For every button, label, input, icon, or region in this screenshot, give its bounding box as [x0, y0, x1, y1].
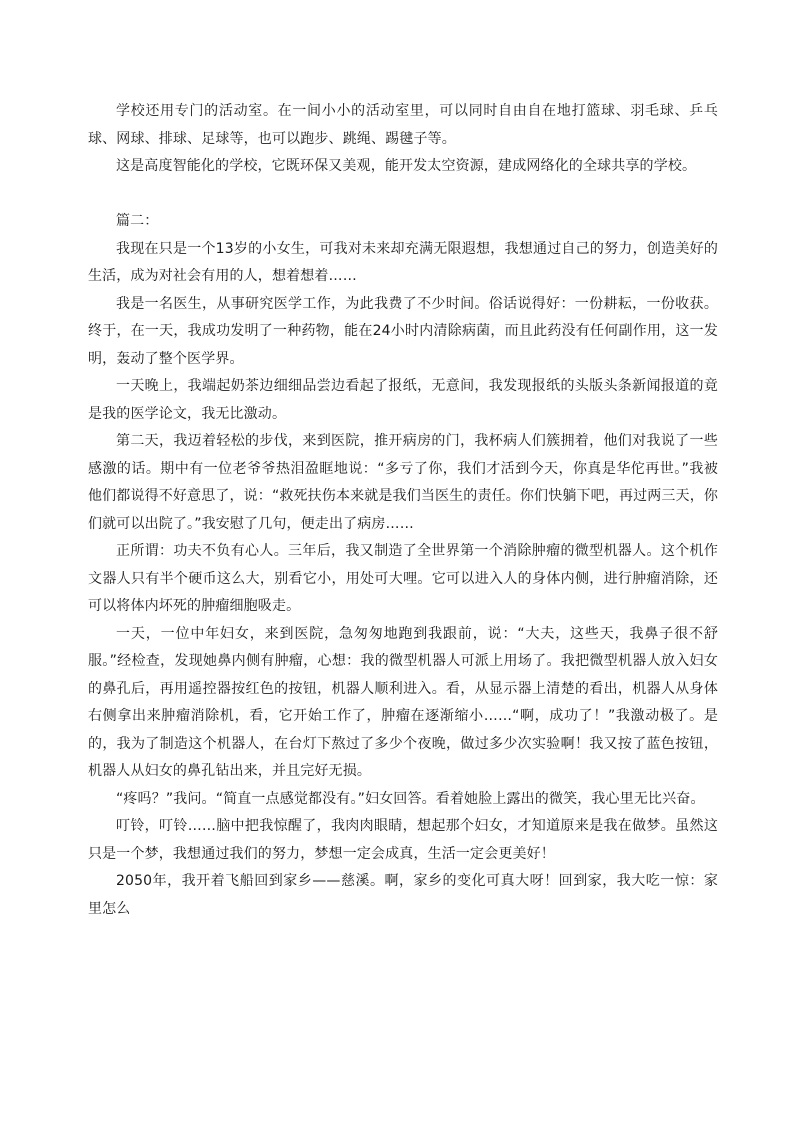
paragraph: 一天晚上，我端起奶茶边细细品尝边看起了报纸，无意间，我发现报纸的头版头条新闻报道的竟是我的医学论文，我无比激动。	[88, 378, 718, 422]
paragraph: “疼吗？”我问。“简直一点感觉都没有。”妇女回答。看着她脸上露出的微笑，我心里无比兴奋。	[116, 790, 705, 807]
section-title: 篇二：	[116, 213, 159, 229]
paragraph: 这是高度智能化的学校，它既环保又美观，能开发太空资源，建成网络化的全球共享的学校。	[116, 158, 697, 174]
paragraph: 学校还用专门的活动室。在一间小小的活动室里，可以同时自由自在地打篮球、羽毛球、乒乓球、网球、排球、足球等，也可以跑步、跳绳、踢毽子等。	[88, 103, 718, 147]
paragraph: 叮铃，叮铃……脑中把我惊醒了，我肉肉眼睛，想起那个妇女，才知道原来是我在做梦。虽然这只是一个梦，我想通过我们的努力，梦想一定会成真，生活一定会更美好！	[88, 818, 718, 862]
paragraph: 我是一名医生，从事研究医学工作，为此我费了不少时间。俗话说得好：一份耕耘，一份收获。终于，在一天，我成功发明了一种药物，能在24小时内清除病菌，而且此药没有任何副作用，这一发明，轰动了整个医学界。	[88, 295, 718, 367]
paragraph: 第二天，我迈着轻松的步伐，来到医院，推开病房的门，我杯病人们簇拥着，他们对我说了一些感激的话。期中有一位老爷爷热泪盈眶地说：“多亏了你，我们才活到今天，你真是华佗再世。”我被他们都说得不好意思了，说：“救死扶伤本来就是我们当医生的责任。你们快躺下吧，再过两三天，你们就可以出院了。”我安慰了几句，便走出了病房……	[88, 433, 718, 532]
paragraph: 一天，一位中年妇女，来到医院，急匆匆地跑到我跟前，说：“大夫，这些天，我鼻子很不舒服。”经检查，发现她鼻内侧有肿瘤，心想：我的微型机器人可派上用场了。我把微型机器人放入妇女的鼻孔后，再用遥控器按红色的按钮，机器人顺利进入。看，从显示器上清楚的看出，机器人从身体右侧拿出来肿瘤消除机，看，它开始工作了，肿瘤在逐渐缩小……“啊，成功了！”我激动极了。是的，我为了制造这个机器人，在台灯下熬过了多少个夜晚，做过多少次实验啊！我又按了蓝色按钮，机器人从妇女的鼻孔钻出来，并且完好无损。	[88, 625, 718, 779]
paragraph: 我现在只是一个13岁的小女生，可我对未来却充满无限遐想，我想通过自己的努力，创造美好的生活，成为对社会有用的人，想着想着……	[88, 240, 718, 284]
paragraph: 2050年，我开着飞船回到家乡——慈溪。啊，家乡的变化可真大呀！回到家，我大吃一惊：家里怎么	[88, 873, 718, 917]
section-gap	[88, 181, 718, 209]
document-body	[88, 98, 718, 923]
paragraph: 正所谓：功夫不负有心人。三年后，我又制造了全世界第一个消除肿瘤的微型机器人。这个机作文器人只有半个硬币这么大，别看它小，用处可大哩。它可以进入人的身体内侧，进行肿瘤消除，还可以将体内坏死的肿瘤细胞吸走。	[88, 543, 718, 614]
